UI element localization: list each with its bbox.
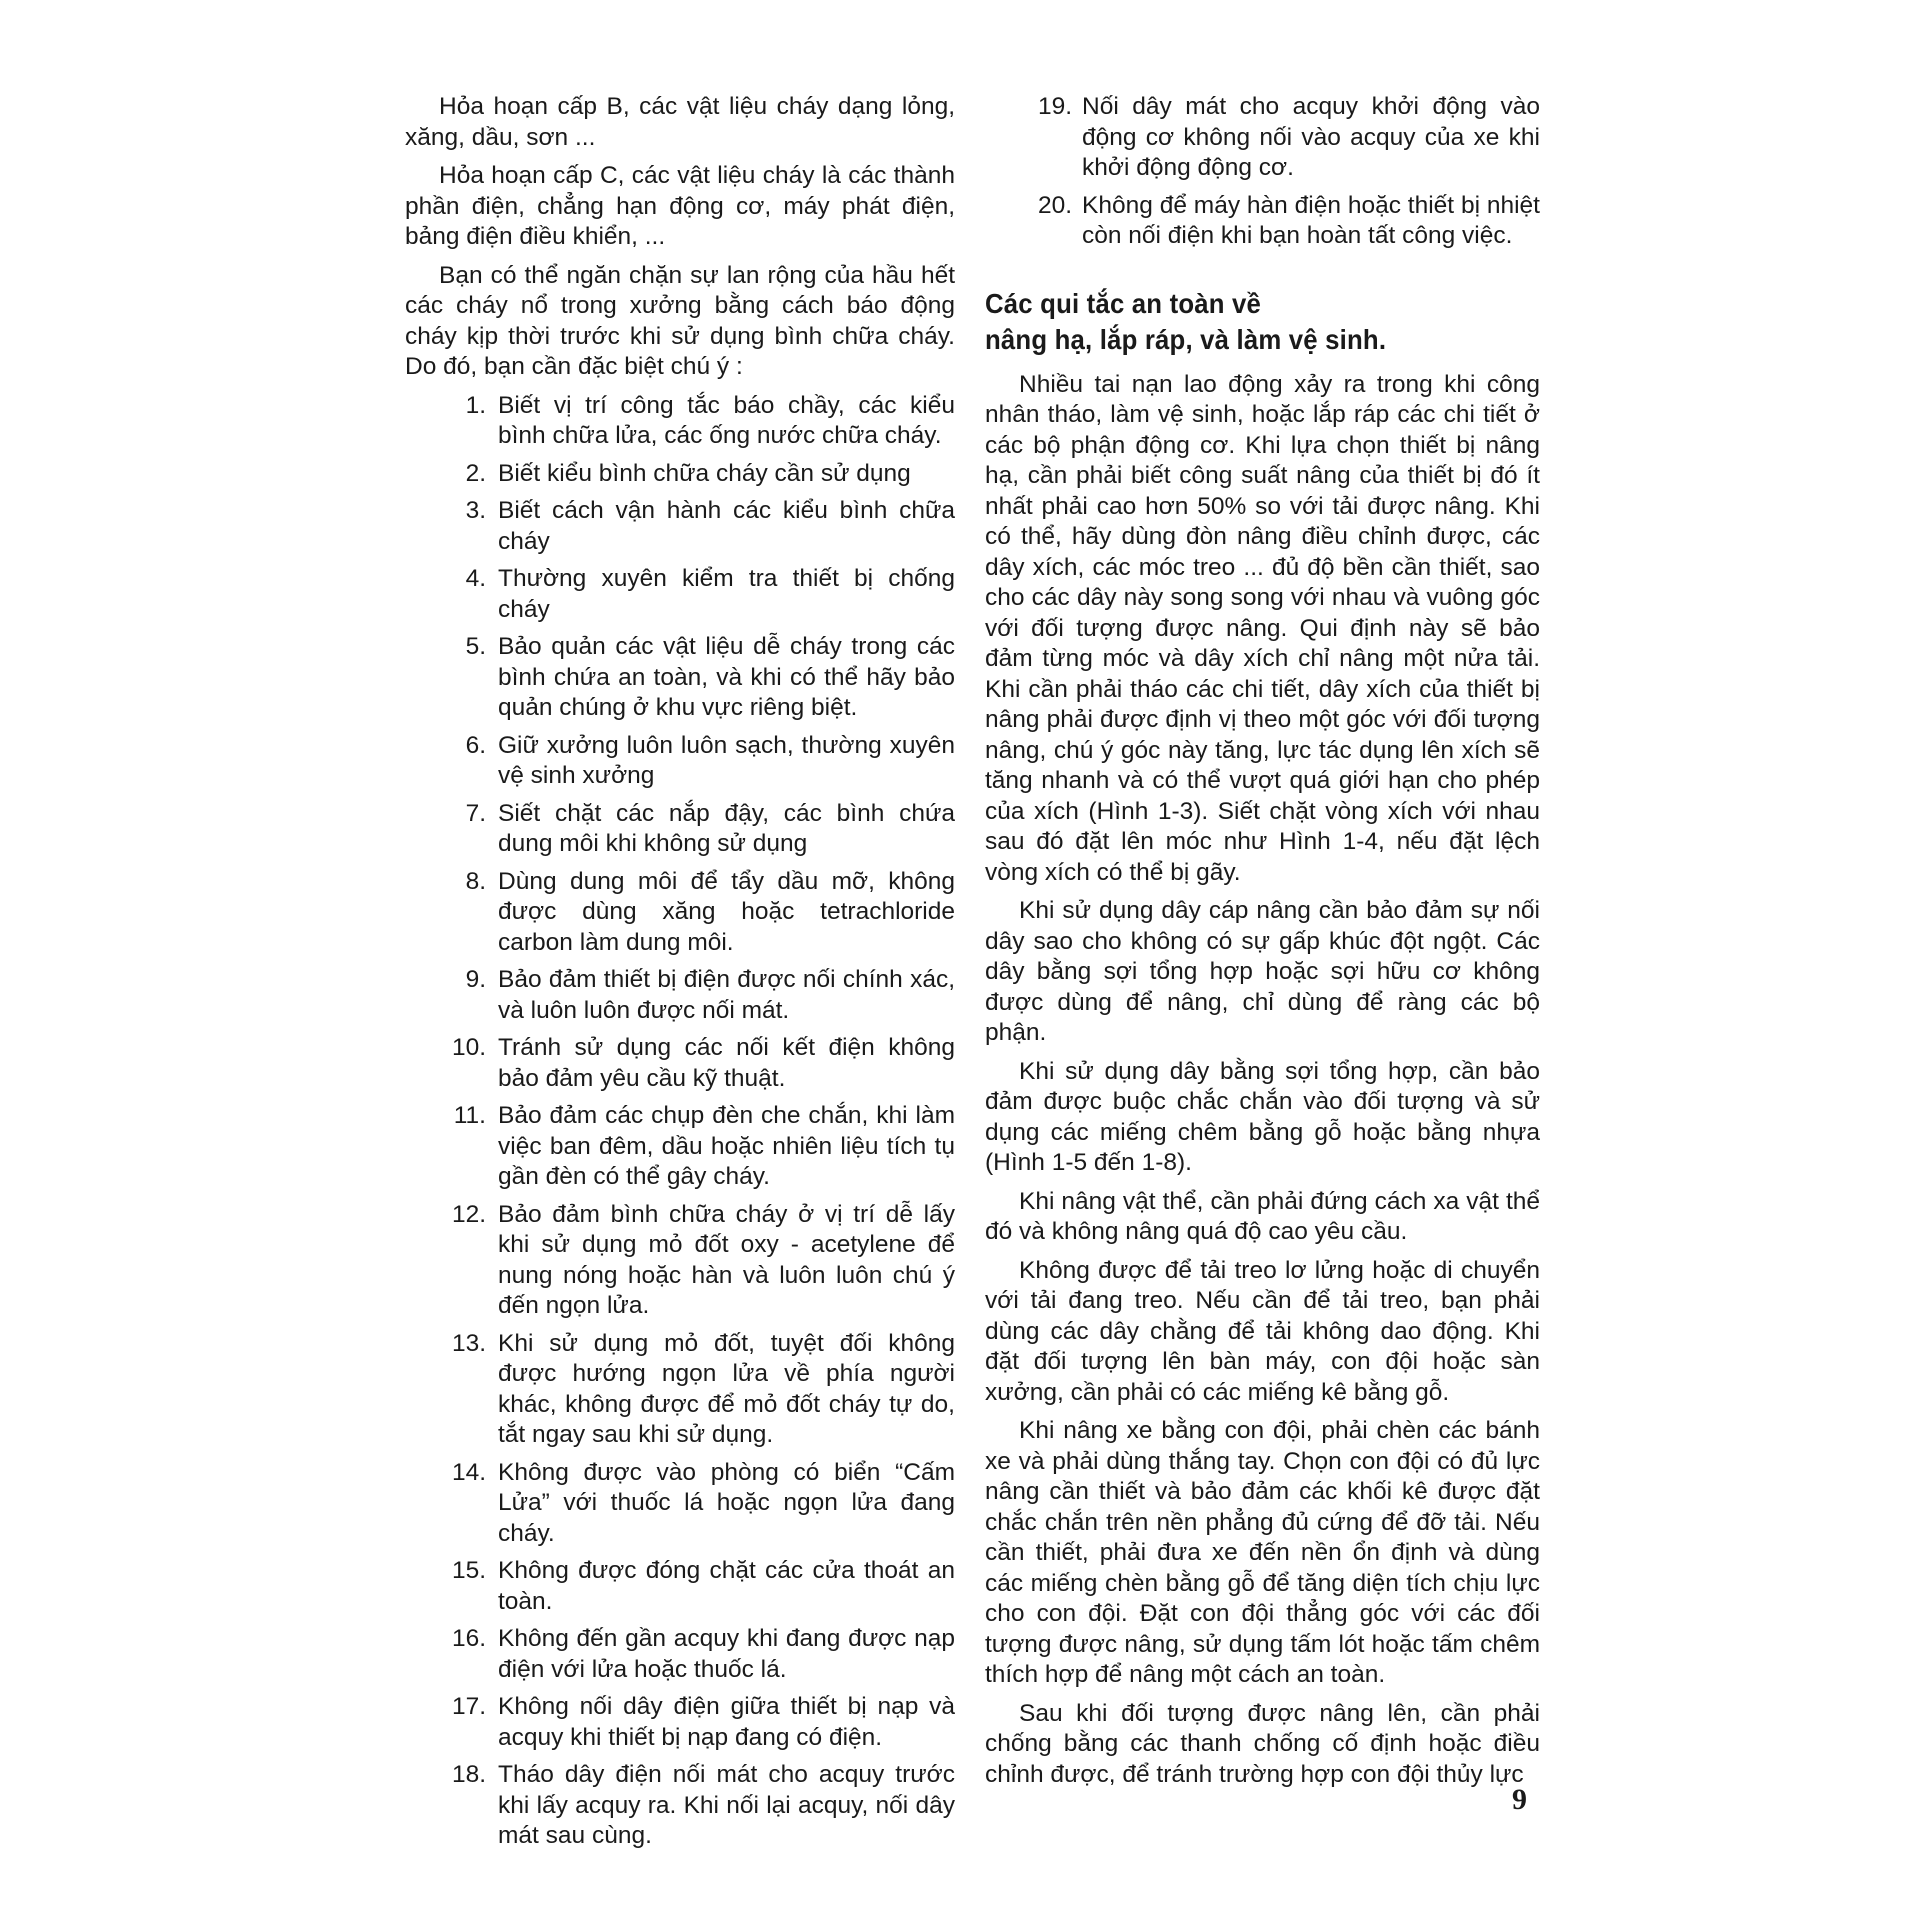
list-item	[405, 1692, 955, 1753]
list-item	[405, 1329, 955, 1451]
list-item	[405, 1200, 955, 1322]
paragraph: Sau khi đối tượng được nâng lên, cần phải chống bằng các thanh chống cố định hoặc điều chỉnh được, để tránh trường hợp con đội thủy lực	[985, 1699, 1540, 1788]
paragraph: Khi sử dụng dây bằng sợi tổng hợp, cần bảo đảm được buộc chắc chắn vào đối tượng và sử dụng các miếng chêm bằng gỗ hoặc bằng nhựa (Hình 1-5 đến 1-8).	[985, 1057, 1540, 1176]
item-number: 1.	[465, 391, 486, 419]
paragraph: Khi nâng vật thể, cần phải đứng cách xa vật thể đó và không nâng quá độ cao yêu cầu.	[985, 1187, 1540, 1245]
list-item	[985, 191, 1540, 252]
item-text: Không để máy hàn điện hoặc thiết bị nhiệt còn nối điện khi bạn hoàn tất công việc.	[1082, 191, 1540, 249]
section-heading	[985, 286, 1500, 358]
paragraph: Khi nâng xe bằng con đội, phải chèn các bánh xe và phải dùng thắng tay. Chọn con đội có đủ lực nâng cần thiết và bảo đảm các khối kê được đặt chắc chắn trên nền phẳng đủ cứng để đỡ tải. Nếu cần thiết, phải đưa xe đến nền ổn định và dùng các miếng chèn bằng gỗ để tăng diện tích chịu lực cho con đội. Đặt con đội thẳng góc với các đối tượng được nâng, sử dụng tấm lót hoặc tấm chêm thích hợp để nâng một cách an toàn.	[985, 1417, 1540, 1688]
item-text: Nối dây mát cho acquy khởi động vào động cơ không nối vào acquy của xe khi khởi động động cơ.	[1082, 93, 1540, 181]
list-item	[405, 564, 955, 625]
item-number: 9.	[465, 966, 486, 993]
heading-line: Các qui tắc an toàn về	[985, 287, 1262, 319]
paragraph: Nhiều tai nạn lao động xảy ra trong khi công nhân tháo, làm vệ sinh, hoặc lắp ráp các chi tiết ở các bộ phận động cơ. Khi lựa chọn thiết bị nâng hạ, cần phải biết công suất nâng của thiết bị đó ít nhất phải cao hơn 50% so với tải được nâng. Khi có thể, hãy dùng đòn nâng điều chỉnh được, các dây xích, các móc treo ... đủ độ bền cần thiết, sao cho các dây này song song với nhau và vuông góc với đối tượng được nâng. Qui định này sẽ bảo đảm từng móc và dây xích chỉ nâng một nửa tải. Khi cần phải tháo các chi tiết, dây xích của thiết bị nâng phải được định vị theo một góc với đối tượng nâng, chú ý góc này tăng, lực tác dụng lên xích sẽ tăng nhanh và có thể vượt quá giới hạn cho phép của xích (Hình 1-3). Siết chặt vòng xích với nhau sau đó đặt lên móc như Hình 1-4, nếu đặt lệch vòng xích có thể bị gãy.	[985, 370, 1540, 886]
item-text: Siết chặt các nắp đậy, các bình chứa dung môi khi không sử dụng	[498, 799, 955, 857]
item-number: 11.	[453, 1102, 486, 1129]
item-text: Bảo đảm thiết bị điện được nối chính xác, và luôn luôn được nối mát.	[498, 966, 955, 1024]
right-column	[985, 92, 1540, 1798]
list-item	[405, 731, 955, 792]
fire-safety-list	[405, 391, 955, 1852]
item-text: Tháo dây điện nối mát cho acquy trước khi lấy acquy ra. Khi nối lại acquy, nối dây mát sau cùng.	[498, 1761, 955, 1849]
item-number: 4.	[465, 565, 486, 592]
list-item	[405, 1556, 955, 1617]
item-number: 16.	[451, 1625, 486, 1652]
list-item	[405, 459, 955, 490]
item-number: 20.	[1037, 191, 1072, 219]
item-number: 6.	[465, 731, 486, 759]
item-number: 17.	[451, 1693, 486, 1720]
item-text: Tránh sử dụng các nối kết điện không bảo đảm yêu cầu kỹ thuật.	[498, 1034, 955, 1092]
item-text: Giữ xưởng luôn luôn sạch, thường xuyên vệ sinh xưởng	[498, 731, 955, 789]
paragraph: Khi sử dụng dây cáp nâng cần bảo đảm sự nối dây sao cho không có sự gấp khúc đột ngột. Các dây bằng sợi tổng hợp hoặc sợi hữu cơ không được dùng để nâng, chỉ dùng để ràng các bộ phận.	[985, 897, 1540, 1046]
paragraph: Hỏa hoạn cấp C, các vật liệu cháy là các thành phần điện, chẳng hạn động cơ, máy phát điện, bảng điện điều khiển, ...	[405, 162, 955, 250]
item-text: Dùng dung môi để tẩy dầu mỡ, không được dùng xăng hoặc tetrachloride carbon làm dung môi.	[498, 867, 955, 956]
item-text: Bảo đảm bình chữa cháy ở vị trí dễ lấy khi sử dụng mỏ đốt oxy - acetylene để nung nóng hoặc hàn và luôn luôn chú ý đến ngọn lửa.	[498, 1200, 955, 1319]
left-column	[405, 92, 955, 1859]
list-item	[405, 1760, 955, 1852]
list-item	[405, 496, 955, 557]
item-number: 14.	[451, 1458, 486, 1486]
page-number: 9	[1512, 1783, 1527, 1816]
item-text: Bảo đảm các chụp đèn che chắn, khi làm việc ban đêm, dầu hoặc nhiên liệu tích tụ gần đèn có thể gây cháy.	[498, 1102, 955, 1190]
list-item	[405, 799, 955, 860]
item-text: Bảo quản các vật liệu dễ cháy trong các bình chứa an toàn, và khi có thể hãy bảo quản chúng ở khu vực riêng biệt.	[498, 633, 955, 721]
item-number: 10.	[451, 1034, 486, 1061]
item-text: Biết cách vận hành các kiểu bình chữa cháy	[498, 497, 955, 555]
item-text: Không nối dây điện giữa thiết bị nạp và acquy khi thiết bị nạp đang có điện.	[498, 1693, 955, 1751]
item-text: Thường xuyên kiểm tra thiết bị chống cháy	[498, 565, 955, 623]
item-number: 13.	[451, 1329, 486, 1357]
list-item	[405, 391, 955, 452]
paragraph: Hỏa hoạn cấp B, các vật liệu cháy dạng lỏng, xăng, dầu, sơn ...	[405, 93, 955, 151]
item-text: Biết kiểu bình chữa cháy cần sử dụng	[498, 459, 911, 487]
item-number: 18.	[451, 1761, 486, 1788]
item-text: Biết vị trí công tắc báo chầy, các kiểu bình chữa lửa, các ống nước chữa cháy.	[498, 391, 955, 449]
list-item	[405, 1624, 955, 1685]
item-text: Không đến gần acquy khi đang được nạp điện với lửa hoặc thuốc lá.	[498, 1625, 955, 1683]
item-number: 5.	[465, 633, 486, 660]
list-item	[405, 1033, 955, 1094]
item-number: 19.	[1037, 93, 1072, 120]
item-number: 8.	[465, 867, 486, 895]
item-number: 15.	[451, 1557, 486, 1584]
item-text: Không được vào phòng có biển “Cấm Lửa” với thuốc lá hoặc ngọn lửa đang cháy.	[498, 1458, 955, 1547]
list-item	[405, 965, 955, 1026]
list-item	[405, 1458, 955, 1550]
item-number: 3.	[465, 497, 486, 524]
item-text: Không được đóng chặt các cửa thoát an toàn.	[498, 1557, 955, 1615]
paragraph: Bạn có thể ngăn chặn sự lan rộng của hầu hết các cháy nổ trong xưởng bằng cách báo động cháy kịp thời trước khi sử dụng bình chữa cháy. Do đó, bạn cần đặc biệt chú ý :	[405, 261, 955, 380]
heading-line: nâng hạ, lắp ráp, và làm vệ sinh.	[985, 323, 1387, 355]
paragraph: Không được để tải treo lơ lửng hoặc di chuyển với tải đang treo. Nếu cần để tải treo, bạn phải dùng các dây chằng để tải không dao động. Khi đặt đối tượng lên bàn máy, con đội hoặc sàn xưởng, cần phải có các miếng kê bằng gỗ.	[985, 1256, 1540, 1406]
item-text: Khi sử dụng mỏ đốt, tuyệt đối không được hướng ngọn lửa về phía người khác, không được để mỏ đốt cháy tự do, tắt ngay sau khi sử dụng.	[498, 1329, 955, 1448]
list-item	[985, 92, 1540, 184]
list-item	[405, 867, 955, 959]
list-item	[405, 632, 955, 724]
item-number: 7.	[465, 799, 486, 827]
item-number: 2.	[465, 459, 486, 487]
item-number: 12.	[451, 1200, 486, 1228]
fire-safety-list-continued	[985, 92, 1540, 252]
list-item	[405, 1101, 955, 1193]
